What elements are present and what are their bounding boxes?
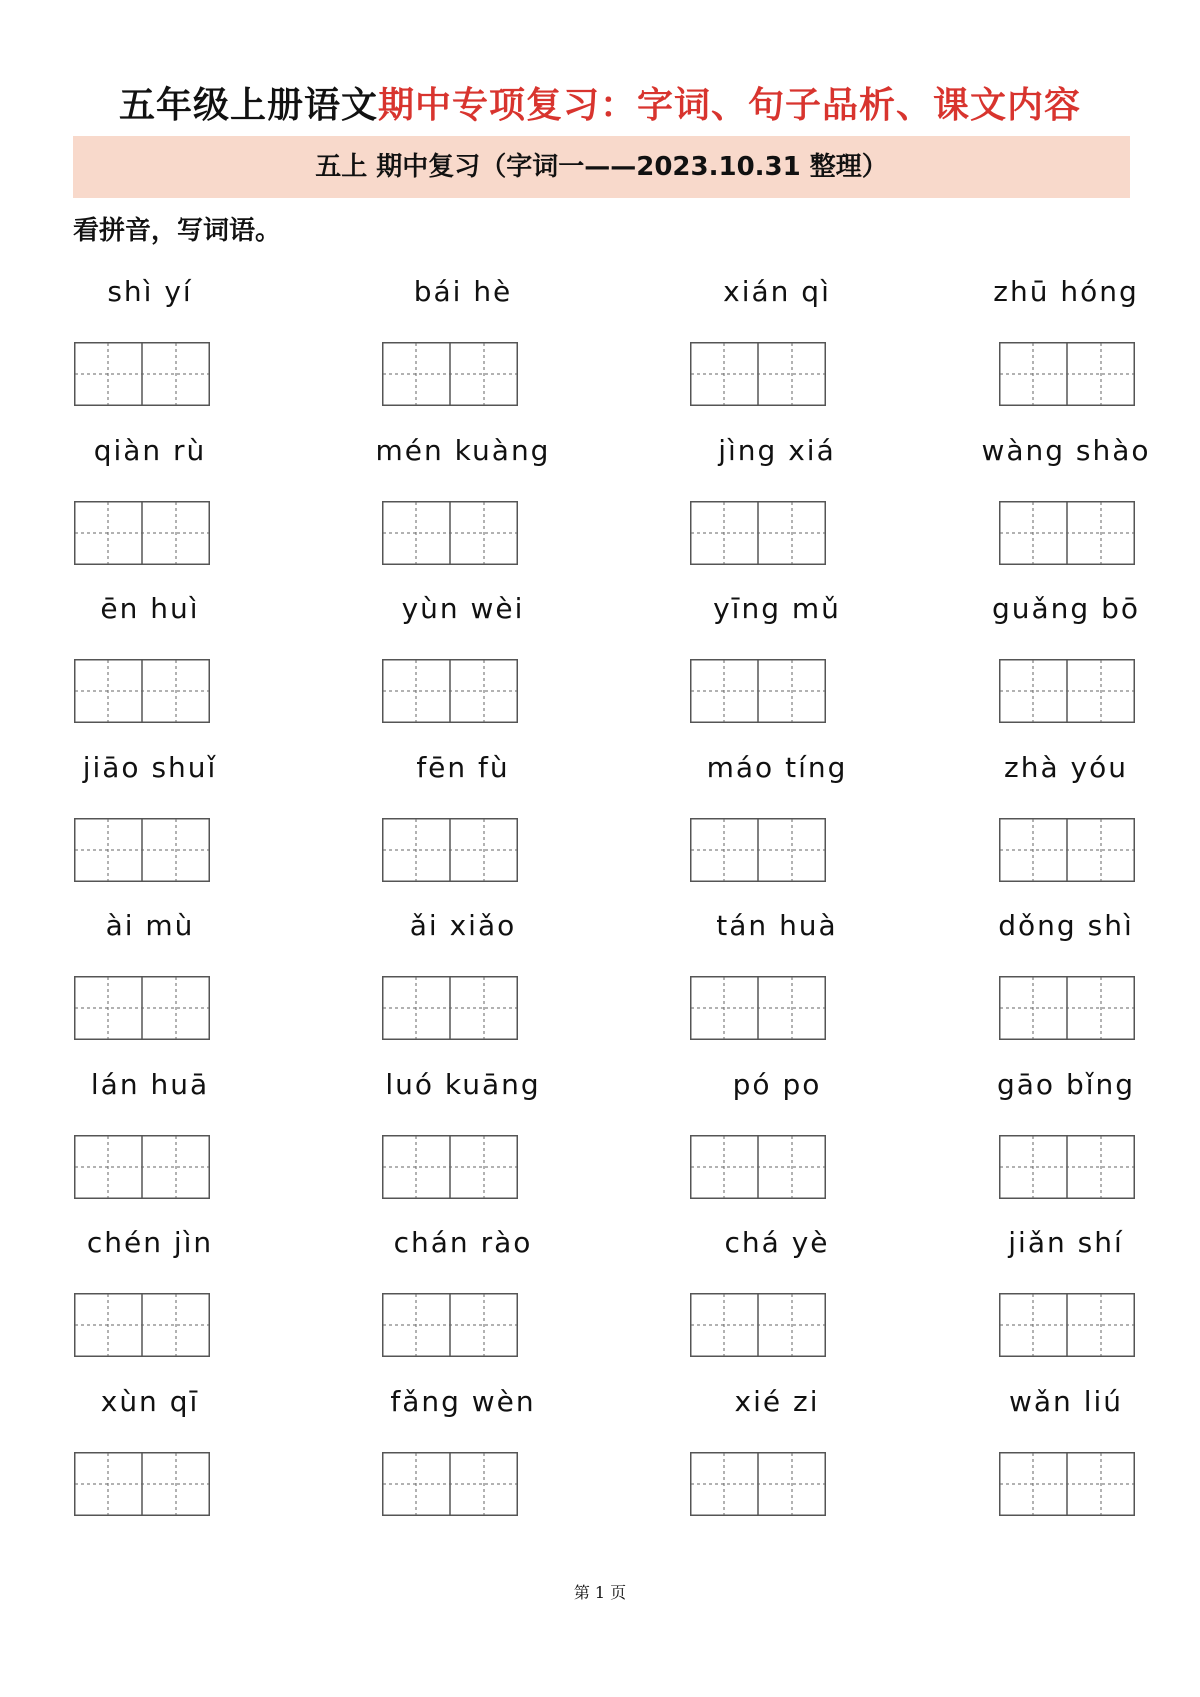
writing-box[interactable]: [74, 1293, 210, 1357]
page-footer: 第 1 页: [573, 1583, 627, 1602]
section-banner: 五上 期中复习（字词一——2023.10.31 整理）: [73, 136, 1130, 198]
pinyin-label: tán huà: [716, 909, 838, 942]
pinyin-label: xián qì: [723, 275, 831, 308]
writing-box[interactable]: [999, 659, 1135, 723]
pinyin-label: lán huā: [90, 1068, 210, 1101]
pinyin-label: gāo bǐng: [996, 1068, 1136, 1101]
pinyin-label: jìng xiá: [718, 434, 836, 467]
pinyin-label: zhà yóu: [1004, 751, 1128, 784]
title-red-part: 期中专项复习：字词、句子品析、课文内容: [378, 85, 1082, 126]
writing-box[interactable]: [382, 1452, 518, 1516]
writing-box[interactable]: [690, 501, 826, 565]
pinyin-label: zhū hóng: [993, 275, 1139, 308]
pinyin-label: yīng mǔ: [713, 592, 841, 625]
writing-box[interactable]: [74, 501, 210, 565]
pinyin-label: jiǎn shí: [1008, 1226, 1124, 1259]
pinyin-label: ài mù: [105, 909, 195, 942]
pinyin-label: ǎi xiǎo: [409, 909, 517, 942]
pinyin-label: dǒng shì: [998, 909, 1134, 942]
pinyin-label: wàng shào: [981, 434, 1151, 467]
pinyin-label: bái hè: [413, 275, 513, 308]
writing-box[interactable]: [690, 342, 826, 406]
writing-box[interactable]: [999, 501, 1135, 565]
pinyin-label: qiàn rù: [93, 434, 207, 467]
writing-box[interactable]: [74, 342, 210, 406]
writing-box[interactable]: [382, 1135, 518, 1199]
pinyin-label: ēn huì: [100, 592, 200, 625]
pinyin-label: xié zi: [734, 1385, 820, 1418]
pinyin-label: yùn wèi: [401, 592, 525, 625]
writing-box[interactable]: [690, 818, 826, 882]
pinyin-label: jiāo shuǐ: [82, 751, 218, 784]
title-black-part: 五年级上册语文: [118, 85, 378, 126]
writing-box[interactable]: [999, 1452, 1135, 1516]
writing-box[interactable]: [74, 818, 210, 882]
pinyin-label: chán rào: [393, 1226, 533, 1259]
writing-box[interactable]: [999, 1293, 1135, 1357]
pinyin-label: chén jìn: [86, 1226, 214, 1259]
writing-box[interactable]: [999, 1135, 1135, 1199]
writing-box[interactable]: [690, 1293, 826, 1357]
writing-box[interactable]: [382, 501, 518, 565]
pinyin-label: guǎng bō: [991, 592, 1141, 625]
pinyin-label: chá yè: [724, 1226, 830, 1259]
pinyin-label: máo tíng: [706, 751, 848, 784]
pinyin-label: shì yí: [107, 275, 193, 308]
writing-box[interactable]: [382, 818, 518, 882]
writing-box[interactable]: [999, 976, 1135, 1040]
writing-box[interactable]: [382, 1293, 518, 1357]
writing-box[interactable]: [382, 342, 518, 406]
pinyin-label: wǎn liú: [1008, 1385, 1124, 1418]
writing-box[interactable]: [999, 818, 1135, 882]
writing-box[interactable]: [690, 1135, 826, 1199]
pinyin-label: mén kuàng: [375, 434, 551, 467]
writing-box[interactable]: [690, 1452, 826, 1516]
writing-box[interactable]: [74, 1135, 210, 1199]
pinyin-label: pó po: [732, 1068, 822, 1101]
pinyin-label: fǎng wèn: [390, 1385, 536, 1418]
writing-box[interactable]: [74, 1452, 210, 1516]
writing-box[interactable]: [999, 342, 1135, 406]
pinyin-label: xùn qī: [100, 1385, 200, 1418]
writing-box[interactable]: [382, 659, 518, 723]
instruction-text: 看拼音，写词语。: [73, 216, 282, 246]
writing-box[interactable]: [74, 976, 210, 1040]
writing-box[interactable]: [74, 659, 210, 723]
writing-box[interactable]: [382, 976, 518, 1040]
writing-box[interactable]: [690, 659, 826, 723]
pinyin-label: fēn fù: [416, 751, 510, 784]
writing-box[interactable]: [690, 976, 826, 1040]
pinyin-label: luó kuāng: [385, 1068, 541, 1101]
